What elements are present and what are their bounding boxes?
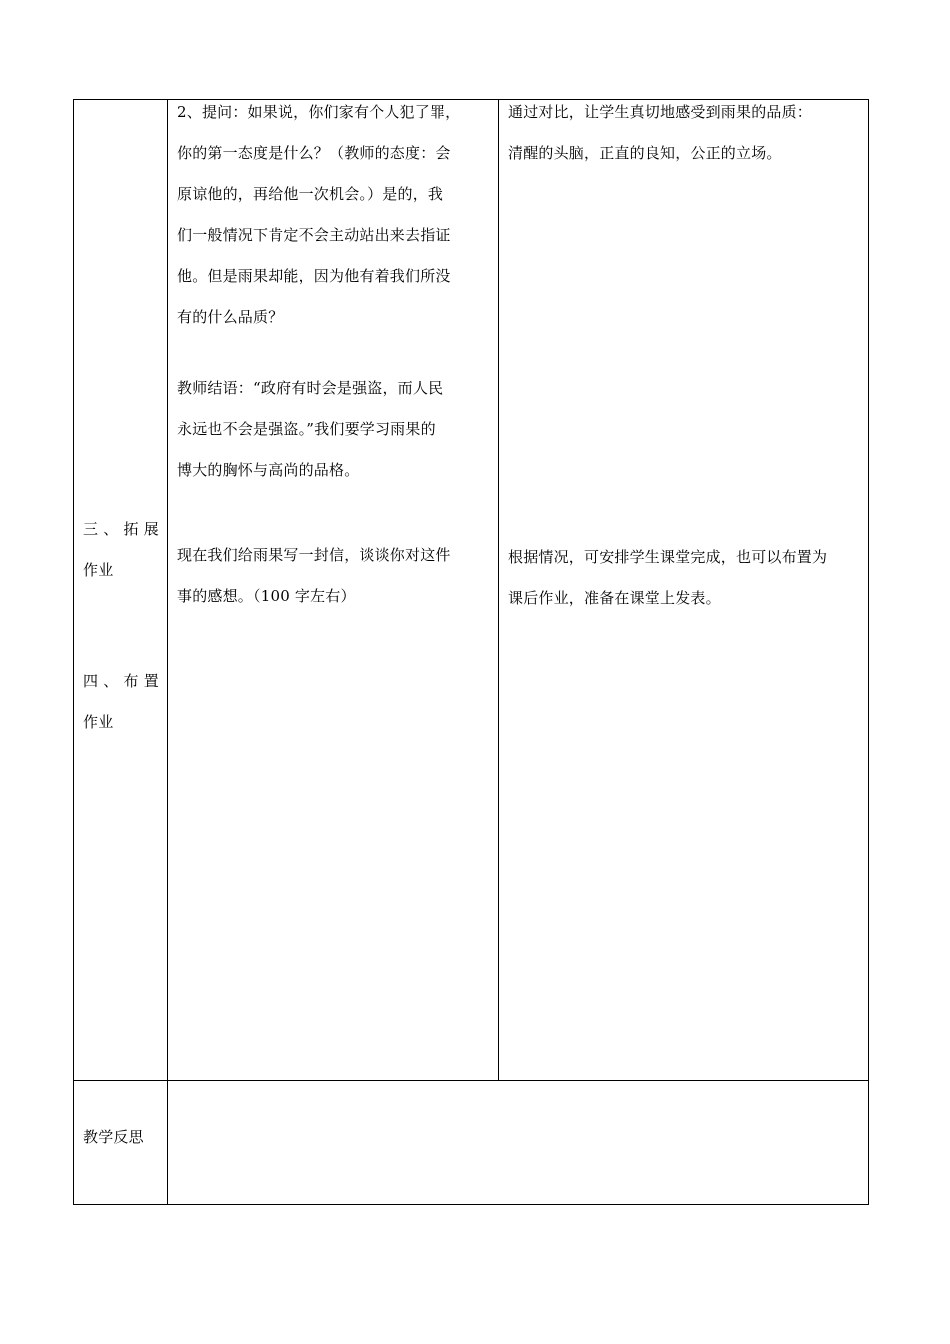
table-left-border: [73, 99, 74, 1205]
teaching-process-question: [177, 92, 460, 338]
label-line: 作业: [83, 713, 114, 731]
table-bottom-border: [73, 1204, 869, 1205]
table-right-border: [868, 99, 869, 1205]
label-extension-homework: [83, 509, 159, 591]
label-line: 四 、 布 置: [83, 672, 159, 690]
design-intent-homework: [508, 537, 827, 619]
text-line: 课后作业，准备在课堂上发表。: [508, 589, 721, 607]
teaching-reflection-label: 教学反思: [83, 1128, 144, 1146]
text-line: 根据情况，可安排学生课堂完成，也可以布置为: [508, 548, 828, 566]
text-line: 永远也不会是强盗。”我们要学习雨果的: [177, 420, 436, 438]
column-divider-label: [167, 99, 168, 1205]
text-line: 们一般情况下肯定不会主动站出来去指证: [177, 226, 451, 244]
text-line: 通过对比，让学生真切地感受到雨果的品质：: [508, 103, 813, 121]
text-line: 现在我们给雨果写一封信，谈谈你对这件: [177, 546, 451, 564]
text-line: 博大的胸怀与高尚的品格。: [177, 461, 360, 479]
text-line: 原谅他的，再给他一次机会。）是的，我: [177, 185, 444, 203]
text-line: 事的感想。（100 字左右）: [177, 587, 356, 605]
label-line: 三 、 拓 展: [83, 520, 159, 538]
text-line: 教师结语：“政府有时会是强盗，而人民: [177, 379, 444, 397]
letter-assignment: [177, 535, 451, 617]
text-line: 他。但是雨果却能，因为他有着我们所没: [177, 267, 451, 285]
text-line: 你的第一态度是什么？（教师的态度：会: [177, 144, 451, 162]
row-divider: [73, 1080, 869, 1081]
column-divider-notes: [498, 99, 499, 1081]
text-line: 清醒的头脑，正直的良知，公正的立场。: [508, 144, 782, 162]
text-line: 有的什么品质？: [177, 308, 284, 326]
text-line: 2、提问：如果说，你们家有个人犯了罪，: [177, 103, 461, 121]
label-line: 作业: [83, 561, 114, 579]
label-assign-homework: [83, 661, 159, 743]
teacher-conclusion: [177, 368, 443, 491]
design-intent-comparison: [508, 92, 812, 174]
